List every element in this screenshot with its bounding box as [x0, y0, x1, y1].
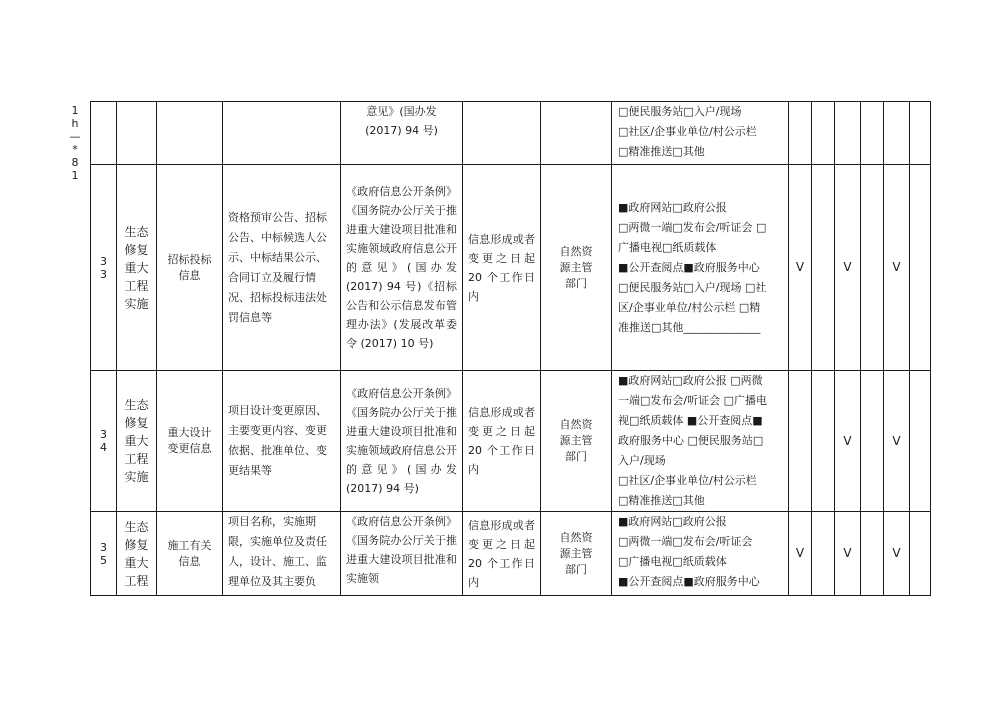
mark-cell — [910, 371, 931, 512]
mark-cell: V — [884, 371, 910, 512]
dept-cell: 自然资 源主管 部门 — [541, 371, 612, 512]
basis-cell: 《政府信息公开条例》《国务院办公厅关于推进重大建设项目批准和实施领域政府信息公开的意见》(国办发(2017) 94 号)《招标公告和公示信息发布管理办法》(发展改革委令 (2017) 10 号) — [341, 165, 463, 371]
disclosure-table — [90, 101, 931, 596]
basis-cell: 《政府信息公开条例》《国务院办公厅关于推进重大建设项目批准和实施领 — [341, 512, 463, 596]
channel-line: □社区/企事业单位/村公示栏 — [618, 125, 757, 138]
mark-cell — [812, 371, 835, 512]
mark-cell: V — [835, 165, 861, 371]
channel-cell — [612, 512, 789, 596]
row-number — [91, 102, 117, 165]
time-cell: 信息形成或者变更之日起 20 个工作日内 — [463, 165, 541, 371]
mark-cell — [910, 102, 931, 165]
mark-cell: V — [835, 371, 861, 512]
mark-cell — [861, 165, 884, 371]
mark-cell — [789, 102, 812, 165]
mark-cell — [910, 512, 931, 596]
channel-line: □便民服务站□入户/现场 □社 — [618, 280, 767, 294]
mark-cell — [884, 102, 910, 165]
item-cell: 施工有关 信息 — [157, 512, 223, 596]
time-cell: 信息形成或者变更之日起 20 个工作日内 — [463, 371, 541, 512]
channel-line: □便民服务站□入户/现场 — [618, 105, 742, 118]
mark-cell: V — [789, 165, 812, 371]
channel-cell — [612, 371, 789, 512]
dept-cell: 自然资 源主管 部门 — [541, 165, 612, 371]
channel-line: □两微一端□发布会/听证会 — [618, 535, 753, 548]
channel-line: 视□纸质载体 ■公开查阅点■ — [618, 414, 763, 427]
mark-cell: V — [884, 165, 910, 371]
mark-cell: V — [835, 512, 861, 596]
content-cell: 项目设计变更原因、主要变更内容、变更依据、批准单位、变更结果等 — [223, 371, 341, 512]
channel-line: □广播电视□纸质载体 — [618, 555, 727, 568]
channel-cell — [612, 165, 789, 371]
dept-cell — [541, 102, 612, 165]
channel-line: □精准推送□其他 — [618, 145, 705, 158]
channel-line: ■政府网站□政府公报 □两微 — [618, 374, 763, 387]
mark-cell — [789, 371, 812, 512]
category-cell — [117, 102, 157, 165]
channel-line: ■政府网站□政府公报 — [618, 200, 727, 214]
channel-line: ■公开查阅点■政府服务中心 — [618, 575, 760, 588]
channel-cell — [612, 102, 789, 165]
channel-line: 准推送□其他______________ — [618, 320, 761, 334]
channel-line: ■政府网站□政府公报 — [618, 515, 727, 528]
channel-line: □精准推送□其他 — [618, 494, 705, 507]
table-row — [91, 371, 931, 512]
dept-cell: 自然资 源主管 部门 — [541, 512, 612, 596]
category-cell: 生态 修复 重大 工程 实施 — [117, 165, 157, 371]
time-cell — [463, 102, 541, 165]
time-cell: 信息形成或者变更之日起 20 个工作日内 — [463, 512, 541, 596]
margin-note-char: 1 — [71, 104, 79, 117]
category-cell: 生态 修复 重大 工程 — [117, 512, 157, 596]
margin-note-char: 1 — [71, 169, 79, 182]
mark-cell — [812, 512, 835, 596]
table-row — [91, 165, 931, 371]
row-number: 3 3 — [91, 165, 117, 371]
channel-line: 入户/现场 — [618, 454, 666, 467]
mark-cell — [861, 371, 884, 512]
row-number: 3 5 — [91, 512, 117, 596]
item-cell — [157, 102, 223, 165]
mark-cell — [812, 102, 835, 165]
channel-line: 政府服务中心 □便民服务站□ — [618, 434, 764, 447]
item-cell: 招标投标 信息 — [157, 165, 223, 371]
content-cell — [223, 102, 341, 165]
channel-line: 区/企事业单位/村公示栏 □精 — [618, 300, 761, 314]
margin-note-char: 8 — [71, 156, 79, 169]
item-cell: 重大设计 变更信息 — [157, 371, 223, 512]
margin-note — [68, 104, 82, 182]
channel-line: 广播电视□纸质载体 — [618, 240, 717, 254]
channel-line: □社区/企事业单位/村公示栏 — [618, 474, 757, 487]
mark-cell: V — [789, 512, 812, 596]
mark-cell — [910, 165, 931, 371]
mark-cell: V — [884, 512, 910, 596]
margin-note-char: h — [71, 117, 79, 130]
content-cell: 资格预审公告、招标公告、中标候选人公示、中标结果公示、合同订立及履行情况、招标投标违法处罚信息等 — [223, 165, 341, 371]
table-row — [91, 512, 931, 596]
mark-cell — [812, 165, 835, 371]
basis-cell: 《政府信息公开条例》《国务院办公厅关于推进重大建设项目批准和实施领域政府信息公开的意见》(国办发(2017) 94 号) — [341, 371, 463, 512]
content-cell: 项目名称，实施期限，实施单位及责任人，设计、施工、监理单位及其主要负 — [223, 512, 341, 596]
margin-note-char: — — [69, 130, 81, 143]
channel-line: 一端□发布会/听证会 □广播电 — [618, 394, 767, 407]
mark-cell — [861, 102, 884, 165]
table-row — [91, 102, 931, 165]
channel-line: □两微一端□发布会/听证会 □ — [618, 220, 767, 234]
channel-line: ■公开查阅点■政府服务中心 — [618, 260, 760, 274]
basis-cell: 意见》(国办发 (2017) 94 号) — [341, 102, 463, 165]
category-cell: 生态 修复 重大 工程 实施 — [117, 371, 157, 512]
margin-note-char: * — [72, 143, 78, 156]
row-number: 3 4 — [91, 371, 117, 512]
mark-cell — [835, 102, 861, 165]
mark-cell — [861, 512, 884, 596]
